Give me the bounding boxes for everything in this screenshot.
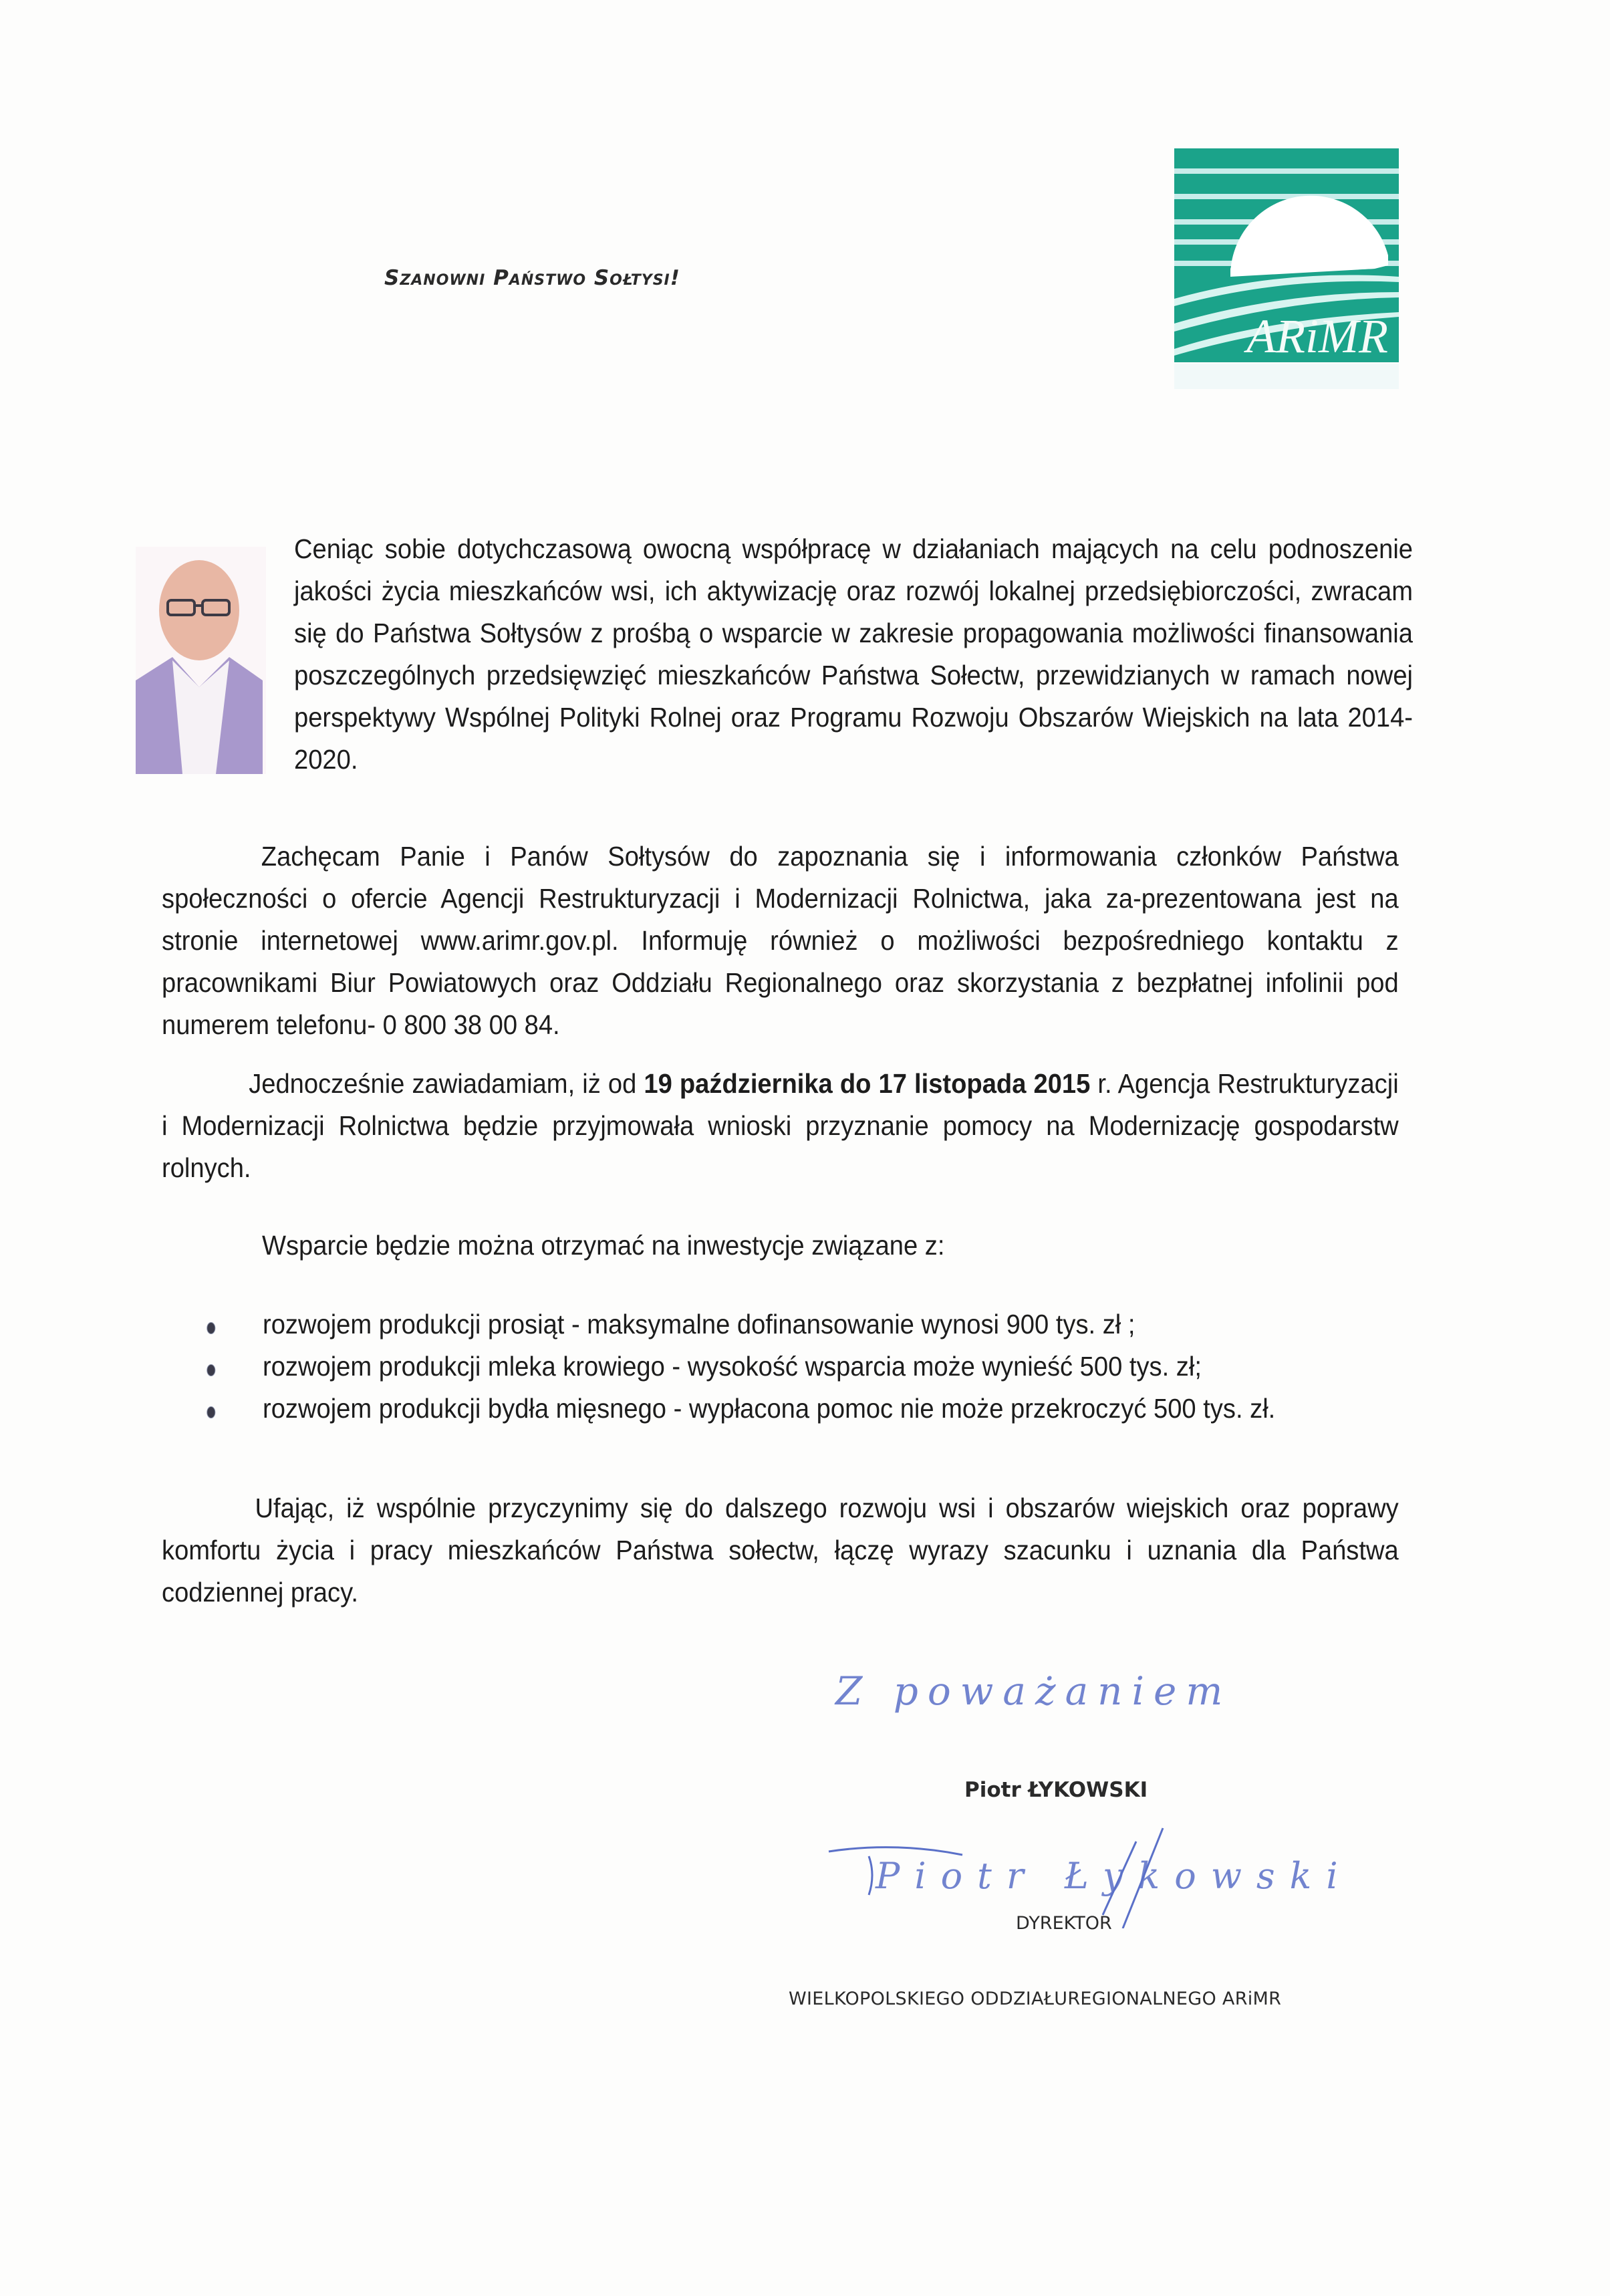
- list-item: [200, 1303, 1381, 1346]
- list-item-text: rozwojem produkcji mleka krowiego - wysokość wsparcia może wynieść 500 tys. zł;: [263, 1351, 1202, 1382]
- paragraph-encourage: Zachęcam Panie i Panów Sołtysów do zapoznania się i informowania członków Państwa społeczności o ofercie Agencji Restrukturyzacji i Modernizacji Rolnictwa, jaka za-prezentowana jest na stronie internetowej www.arimr.gov.pl. Informuję również o możliwości bezpośredniego kontaktu z pracownikami Biur Powiatowych oraz Oddziału Regionalnego oraz skorzystania z bezpłatnej infolinii pod numerem telefonu- 0 800 38 00 84.: [162, 841, 1399, 1040]
- paragraph-notice: [162, 1063, 1399, 1189]
- paragraph-closing: Ufając, iż wspólnie przyczynimy się do dalszego rozwoju wsi i obszarów wiejskich oraz poprawy komfortu życia i pracy mieszkańców Państwa sołectw, łączę wyrazy szacunku i uznania dla Państwa codziennej pracy.: [162, 1493, 1399, 1608]
- handwritten-regards: [815, 1651, 1283, 1758]
- logo-text: ARiMR: [1246, 309, 1388, 363]
- paragraph-support-intro: Wsparcie będzie można otrzymać na inwestycje związane z:: [262, 1230, 945, 1261]
- paragraph-intro: Ceniąc sobie dotychczasową owocną współpracę w działaniach mających na celu podnoszenie jakości życia mieszkańców wsi, ich aktywizację oraz rozwój lokalnej przedsiębiorczości, zwracam się do Państwa Sołtysów z prośbą o wsparcie w zakresie propagowania możliwości finansowania poszczególnych przedsięwzięć mieszkańców Państwa Sołectw, przewidzianych w ramach nowej perspektywy Wspólnej Polityki Rolnej oraz Programu Rozwoju Obszarów Wiejskich na lata 2014- 2020.: [294, 533, 1413, 775]
- investment-list: [200, 1303, 1381, 1430]
- portrait-photo-icon: [136, 547, 266, 774]
- arimr-sun-fields-logo-icon: [1174, 148, 1401, 389]
- bullet-icon: [207, 1406, 215, 1418]
- list-item: [200, 1388, 1381, 1430]
- bullet-icon: [207, 1322, 215, 1334]
- notice-prefix: Jednocześnie zawiadamiam, iż od: [249, 1068, 644, 1099]
- handwritten-regards-icon: [815, 1651, 1283, 1758]
- notice-suffix: r. Agencja Restrukturyzacji i Modernizacji Rolnictwa będzie przyjmowała wnioski przyznanie pomocy na Modernizację gospodarstw rolnych.: [162, 1068, 1399, 1183]
- signer-title: DYREKTOR: [1016, 1913, 1112, 1934]
- signature-icon: [815, 1815, 1390, 1928]
- portrait-photo: [136, 547, 266, 774]
- signature: [815, 1815, 1390, 1928]
- handwritten-regards-text: Z poważaniem: [835, 1668, 1232, 1714]
- signature-text: Piotr Łykowski: [876, 1855, 1353, 1897]
- arimr-logo: [1174, 148, 1401, 389]
- signer-name: Piotr ŁYKOWSKI: [964, 1778, 1148, 1802]
- list-item-text: rozwojem produkcji bydła mięsnego - wypłacona pomoc nie może przekroczyć 500 tys. zł.: [263, 1393, 1276, 1424]
- list-item-text: rozwojem produkcji prosiąt - maksymalne dofinansowanie wynosi 900 tys. zł ;: [263, 1309, 1135, 1340]
- signer-department: WIELKOPOLSKIEGO ODDZIAŁUREGIONALNEGO ARiMR: [789, 1989, 1282, 2009]
- list-item: [200, 1346, 1381, 1388]
- bullet-icon: [207, 1364, 215, 1376]
- greeting-heading: Szanowni Państwo Sołtysi!: [384, 266, 680, 290]
- notice-dates: 19 października do 17 listopada 2015: [644, 1068, 1091, 1099]
